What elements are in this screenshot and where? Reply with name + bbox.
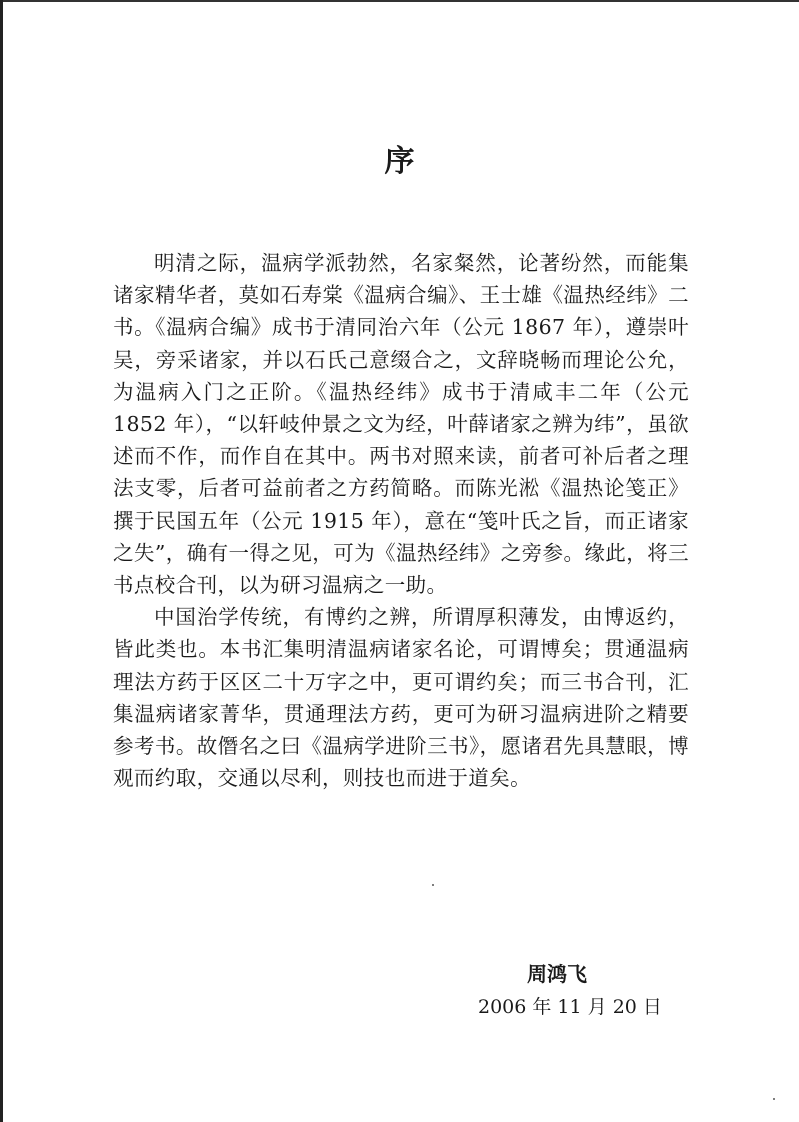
preface-body xyxy=(113,247,689,794)
scan-speck xyxy=(773,1098,775,1100)
page-title: 序 xyxy=(384,144,415,179)
paragraph-2: 中国治学传统，有博约之辨，所谓厚积薄发，由博返约，皆此类也。本书汇集明清温病诸家名论，可谓博矣；贯通温病理法方药于区区二十万字之中，更可谓约矣；而三书合刊，汇集温病诸家菁华，贯通理法方药，更可为研习温病进阶之精要参考书。故僭名之曰《温病学进阶三书》，愿诸君先具慧眼，博观而约取，交通以尽利，则技也而进于道矣。 xyxy=(113,605,689,791)
author-signature: 周鸿飞 xyxy=(527,962,587,986)
signature-date: 2006 年 11 月 20 日 xyxy=(478,996,662,1018)
scan-speck xyxy=(432,884,434,886)
paragraph-1: 明清之际，温病学派勃然，名家粲然，论著纷然，而能集诸家精华者，莫如石寿棠《温病合编》、王士雄《温热经纬》二书。《温病合编》成书于清同治六年（公元 1867 年），遵崇叶吴，旁采诸家，并以石氏己意缀合之，文辞晓畅而理论公允，为温病入门之正阶。《温热经纬》成书于清咸丰二年（公元 1852 年），“以轩岐仲景之文为经，叶薛诸家之辨为纬”，虽欲述而不作，而作自在其中。两书对照来读，前者可补后者之理法支零，后者可益前者之方药简略。而陈光淞《温热论笺正》撰于民国五年（公元 1915 年），意在“笺叶氏之旨，而正诸家之失”，确有一得之见，可为《温热经纬》之旁参。缘此，将三书点校合刊，以为研习温病之一助。 xyxy=(113,251,689,598)
scan-edge-top xyxy=(0,0,799,2)
